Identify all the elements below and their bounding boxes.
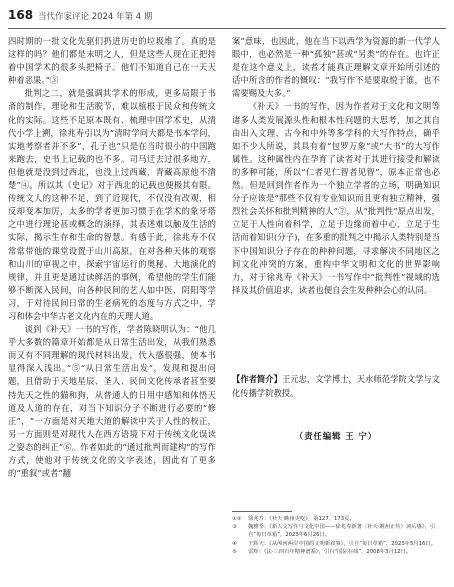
author-bio	[232, 372, 440, 400]
paragraph: 批判之二，就是强调其学术的形成，更多局限于书斋的制作，理论和生活脱节，难以植根于民众和传统文化的实际。这些不足原本既有、梳理中国学术史，从清代小学上溯，徐兆寿引以为“清时学问大都是书本学问，实地考察者并不多”，孔子也“只是在当时很小的中国跑来跑去，史书上记载的也不多。司马迁去过很多地方，但他就是没到过西北，也没上过西藏，青藏高原他不清楚”④。所以其《史记》对于西北的记载也便极其有限。传统文人的这种不足，到了近现代，不仅没有改观，相反却变本加厉，太多的学者更加习惯于在学术的象牙塔之中进行理论甚或概念的演绎，其表述难以触及生活的实际，揭示生存和生命的智慧。有感于此，徐兆寿不仅常常带他的课堂设置于山川高原，在对各种天体的观察和山川的审视之中，探索宇宙运行的奥秘、大地演化的规律，并且更是通过读鲜活的事例，希望他的学生们能够不断深入民间，向各种民间的艺人如中医、阴阳等学习，于对待民间日常的生老病死的态度与方式之中，学习和体会中华古老文化内在的天理人道。	[8, 88, 216, 321]
footnote-mark: ①②	[232, 516, 242, 522]
paragraph: 案”意味，也因此，他在当下以西学为资源的新一代学人眼中，也必然是一种“孤独”甚或“另类”的存在。也许正是在这个意义上，读者才能真正理解文章开始所引述的话中所含的作者的慨叹：“我写作不是要取悦于谁，也不需要赐及大多。”	[232, 36, 440, 99]
page-header	[8, 8, 446, 26]
author-bio-label: 【作者简介】	[232, 374, 282, 384]
footnotes	[232, 515, 442, 581]
footnote-text: 雷辉：《法·三四百年精神谱系》，引自“国际在线”，2008年3月12日。	[248, 548, 412, 555]
header-divider	[8, 28, 446, 29]
footnote-item	[232, 515, 442, 523]
footnote-mark: ④	[232, 540, 237, 547]
paragraph: 谈到《补天》一书的写作，学者陈晓明认为：“他几乎大多数的篇章开始都是从日常生活出发，从我们熟悉而又有不同理解的现代材料出发，代入感很强，使本书显得深入浅出。”⑤“从日常生活出发”，发现和提出问题，且借助于天地星辰、圣人、民间文化传承者甚至要持先天之性的猫和狗，从普通人的日用中感知和体悟天道及人道的存在，对当下知识分子不断进行必要的“修正”，“一方面是对天地大道的解读中关于人性的校正，另一方面则是对现代人在西方语境下对于传统文化误读之姿态的纠正”⑥。作者如此的“通过批判而建构”的写作方式，使他对于传统文化的文字表述，因此有了更多的“重叙”或者“翻	[8, 324, 216, 479]
footnote-divider	[232, 511, 292, 512]
paragraph: 四时期的一批文化先驱们扔进历史的垃圾堆了。真的是这样的吗？他们都是末明之人，但是这些人现在正把持着中国学术的很多头把椅子。他们不知道自己在一天天种着恶果。”③	[8, 36, 216, 86]
right-column	[232, 35, 440, 575]
author-bio-text: 王元忠，文学博士，天水师范学院文学与文化传播学院教授。	[232, 374, 440, 398]
left-column	[8, 35, 216, 583]
footnote-text: 徐兆寿：《补天·瞧州吏吃》，第127、173页。	[248, 516, 355, 522]
footnote-item	[232, 548, 442, 556]
journal-title: 当代作家评论 2024 年第 4 期	[38, 12, 153, 22]
page-number: 168	[8, 8, 34, 22]
footnote-mark: ③	[232, 524, 237, 531]
footnote-item	[232, 540, 442, 548]
footnote-text: 王辉天：《从颅河两岸中国的文明新叙事》，引自“每日草箱”，2023年5月16日。	[248, 540, 436, 547]
footnote-mark: ⑤	[232, 548, 237, 555]
responsible-editor: （责任编辑 王 宁）	[294, 431, 378, 441]
paragraph: 《补天》一书的写作，因为作者对于文化和文明等诸多人类发展源头性和根本性问题的大思考，加之其自由出入文理、古今和中外等多学科的大写作特点，确乎如不少人所说，其具有着“包罗万象”或“大书”的大写作属性。这种属性内在孕育了读者对于其进行接受和解读的多种可能，所以“仁者见仁智者见智”，原本正常也必然。但是回到作者作为一个独立学者的立场，明确知识分子应该是“那些不仅有专业知识而且更有独立精神，强烈社会关怀和批判精神的人”⑦，从“批判性”原点出发，立足于人性向着科学，立足于边缘而着中心，立足于生活而着知识(分子)，在多重的批判之中揭示人类特别是当下中国知识分子存在的种种问题，寻求解决不同地区之间文化冲突的方案，重构中华文明和文化的世界影响力，对于徐兆寿《补天》一书写作中“批判性”视域的选择及其价值追求，读者也便自会生发种种会心的认同。	[232, 101, 440, 295]
footnote-text: 魏雅季：《新人文写作与文化中国——徐兆寿新著〈补天·瞧州正传〉读后感》，引自“每日草箱”，2023年6月26日。	[248, 524, 436, 539]
footnote-item	[232, 523, 442, 539]
